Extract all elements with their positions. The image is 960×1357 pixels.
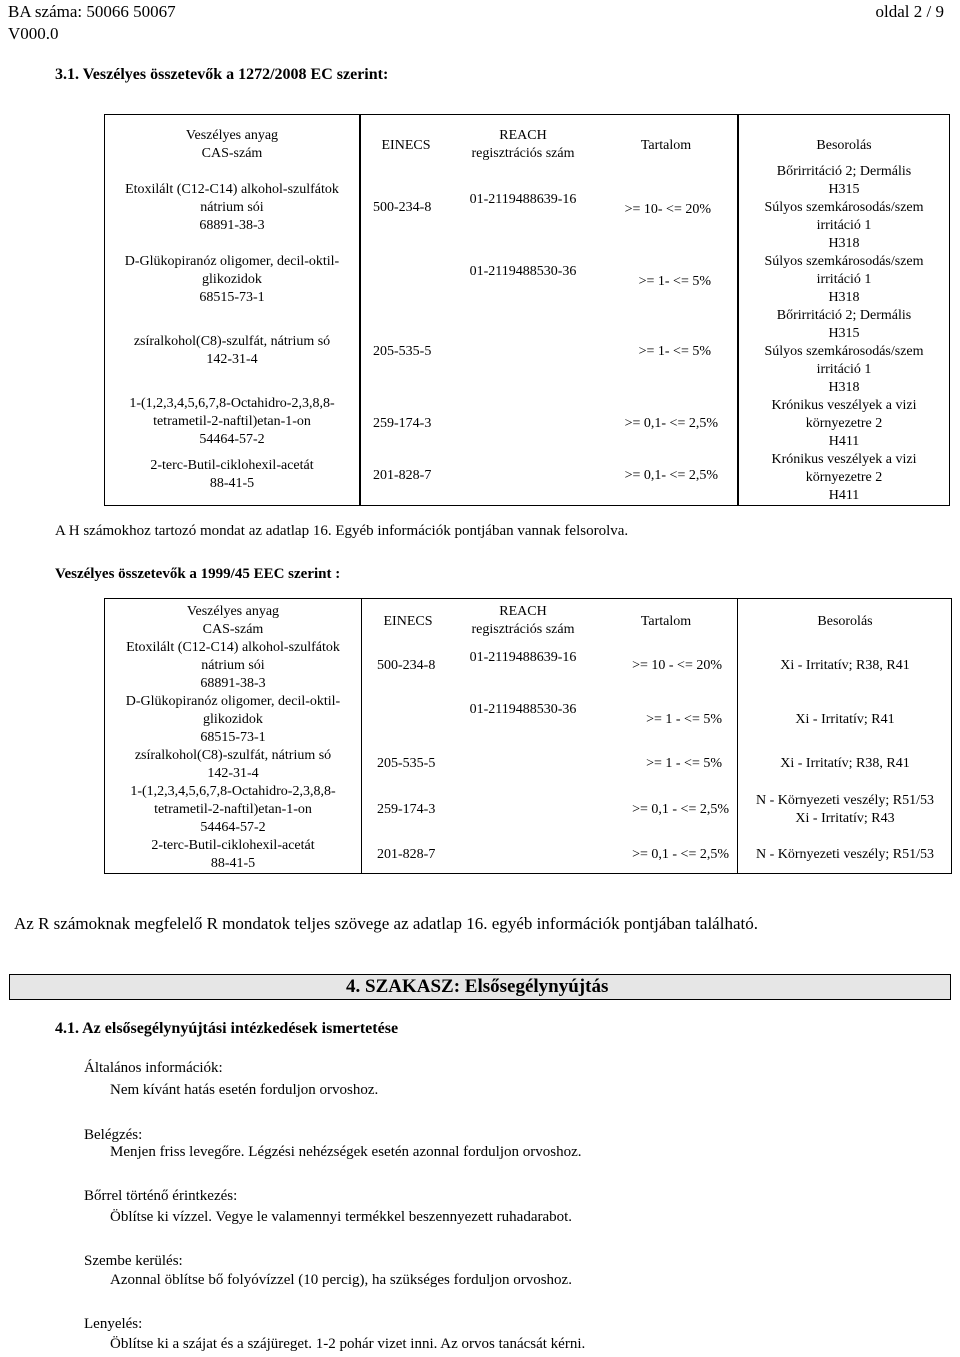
section-3-1-title: 3.1. Veszélyes összetevők a 1272/2008 EC szerint: [55, 66, 389, 83]
first-aid-heading: Lenyelés: [84, 1316, 143, 1332]
version: V000.0 [8, 24, 59, 43]
chem-line: 1-(1,2,3,4,5,6,7,8-Octahidro-2,3,8,8- [129, 396, 335, 411]
chem-line: Etoxilált (C12-C14) alkohol-szulfátok [125, 182, 339, 197]
einecs-value: 205-535-5 [373, 344, 432, 359]
chem-line: zsíralkohol(C8)-szulfát, nátrium só [134, 748, 332, 763]
chem-line: 2-terc-Butil-ciklohexil-acetát [150, 458, 314, 473]
chem-cas: 54464-57-2 [199, 432, 265, 447]
col-header-content: Tartalom [640, 614, 692, 629]
col-header-reach: REACH [499, 128, 547, 143]
einecs-value: 259-174-3 [377, 802, 436, 817]
classification-value: N - Környezeti veszély; R51/53 [755, 847, 935, 862]
content-value: >= 1- <= 5% [638, 344, 711, 359]
einecs-value: 500-234-8 [373, 200, 432, 215]
einecs-value: 259-174-3 [373, 416, 432, 431]
class-line: Súlyos szemkárosodás/szem [764, 254, 924, 269]
chem-line: glikozidok [203, 712, 263, 727]
col-header-classification: Besorolás [816, 138, 872, 153]
class-line: Súlyos szemkárosodás/szem [764, 200, 924, 215]
eec-table [104, 598, 952, 874]
content-value: >= 0,1 - <= 2,5% [632, 802, 729, 817]
left-header-cas: CAS-szám [201, 146, 263, 161]
chem-cas: 54464-57-2 [200, 820, 266, 835]
eec-substance-column [105, 599, 361, 875]
content-value: >= 0,1 - <= 2,5% [632, 847, 729, 862]
content-value: >= 10 - <= 20% [632, 658, 722, 673]
class-line: H318 [828, 290, 860, 305]
einecs-value: 500-234-8 [377, 658, 436, 673]
einecs-value: 201-828-7 [377, 847, 436, 862]
section-4-banner [9, 974, 951, 1000]
einecs-value: 201-828-7 [373, 468, 432, 483]
class-line: környezetre 2 [805, 470, 883, 485]
col-header-reach-sub: regisztrációs szám [471, 622, 575, 637]
first-aid-heading: Belégzés: [84, 1127, 143, 1143]
content-value: >= 0,1- <= 2,5% [624, 468, 718, 483]
classification-value: Xi - Irritatív; R38, R41 [780, 756, 910, 771]
class-line: H318 [828, 236, 860, 251]
col-header-reach: REACH [499, 604, 547, 619]
eec-divider-right [737, 599, 738, 873]
content-value: >= 1 - <= 5% [646, 712, 722, 727]
col-header-reach-sub: regisztrációs szám [471, 146, 575, 161]
col-header-content: Tartalom [640, 138, 692, 153]
reach-value: 01-2119488639-16 [469, 192, 577, 207]
chem-line: Etoxilált (C12-C14) alkohol-szulfátok [126, 640, 340, 655]
section-4-1-title: 4.1. Az elsősegélynyújtási intézkedések ismertetése [55, 1020, 399, 1037]
einecs-value: 205-535-5 [377, 756, 436, 771]
classification-value: Xi - Irritatív; R43 [795, 811, 895, 826]
chem-cas: 142-31-4 [207, 766, 259, 781]
chem-cas: 68891-38-3 [199, 218, 265, 233]
first-aid-heading: Szembe kerülés: [84, 1253, 183, 1269]
first-aid-text: Öblítse ki a szájat és a szájüreget. 1-2 pohár vizet inni. Az orvos tanácsát kérni. [110, 1336, 586, 1352]
chem-line: zsíralkohol(C8)-szulfát, nátrium só [133, 334, 331, 349]
first-aid-text: Nem kívánt hatás esetén forduljon orvoshoz. [110, 1082, 379, 1098]
first-aid-text: Azonnal öblítse bő folyóvízzel (10 percig), ha szükséges forduljon orvoshoz. [110, 1272, 572, 1288]
class-line: H315 [828, 182, 860, 197]
h-statements-note: A H számokhoz tartozó mondat az adatlap 16. Egyéb információk pontjában vannak felsorolva. [55, 523, 629, 539]
content-value: >= 0,1- <= 2,5% [624, 416, 718, 431]
classification-column [738, 114, 950, 506]
class-line: Krónikus veszélyek a vizi [771, 452, 917, 467]
class-line: irritáció 1 [816, 218, 872, 233]
first-aid-text: Menjen friss levegőre. Légzési nehézségek esetén azonnal forduljon orvoshoz. [110, 1144, 582, 1160]
content-value: >= 1- <= 5% [638, 274, 711, 289]
chem-line: 2-terc-Butil-ciklohexil-acetát [151, 838, 315, 853]
col-header-einecs: EINECS [381, 138, 431, 153]
reach-value: 01-2119488530-36 [469, 264, 577, 279]
chem-line: D-Glükopiranóz oligomer, decil-oktil- [125, 694, 341, 709]
class-line: környezetre 2 [805, 416, 883, 431]
chem-cas: 88-41-5 [210, 856, 256, 871]
hazardous-substance-column [104, 114, 360, 506]
page-number: oldal 2 / 9 [875, 2, 944, 21]
class-line: H318 [828, 380, 860, 395]
chem-cas: 142-31-4 [206, 352, 258, 367]
left-header-substance: Veszélyes anyag [185, 128, 279, 143]
first-aid-heading: Bőrrel történő érintkezés: [84, 1188, 238, 1204]
section-4-title: 4. SZAKASZ: Elsősegélynyújtás [346, 976, 609, 997]
first-aid-heading: Általános információk: [84, 1060, 223, 1076]
classification-value: Xi - Irritatív; R38, R41 [780, 658, 910, 673]
chem-line: glikozidok [202, 272, 262, 287]
col-header-classification: Besorolás [817, 614, 873, 629]
class-line: Bőrirritáció 2; Dermális [776, 308, 912, 323]
class-line: Krónikus veszélyek a vizi [771, 398, 917, 413]
chem-cas: 88-41-5 [209, 476, 255, 491]
class-line: Súlyos szemkárosodás/szem [764, 344, 924, 359]
eec-divider-left [361, 599, 362, 873]
chem-cas: 68891-38-3 [200, 676, 266, 691]
eec-section-title: Veszélyes összetevők a 1999/45 EEC szerint : [55, 566, 341, 582]
left-header-cas: CAS-szám [202, 622, 264, 637]
class-line: Bőrirritáció 2; Dermális [776, 164, 912, 179]
chem-line: tetrametil-2-naftil)etan-1-on [153, 414, 311, 429]
reach-value: 01-2119488530-36 [469, 702, 577, 717]
classification-value: Xi - Irritatív; R41 [795, 712, 895, 727]
col-header-einecs: EINECS [383, 614, 433, 629]
section31-data-columns [360, 114, 738, 506]
chem-cas: 68515-73-1 [199, 290, 265, 305]
class-line: H411 [828, 434, 860, 449]
left-header-substance: Veszélyes anyag [186, 604, 280, 619]
class-line: irritáció 1 [816, 272, 872, 287]
chem-line: 1-(1,2,3,4,5,6,7,8-Octahidro-2,3,8,8- [130, 784, 336, 799]
chem-cas: 68515-73-1 [200, 730, 266, 745]
chem-line: D-Glükopiranóz oligomer, decil-oktil- [124, 254, 340, 269]
first-aid-text: Öblítse ki vízzel. Vegye le valamennyi termékkel beszennyezett ruhadarabot. [110, 1209, 573, 1225]
chem-line: tetrametil-2-naftil)etan-1-on [154, 802, 312, 817]
classification-value: N - Környezeti veszély; R51/53 [755, 793, 935, 808]
class-line: irritáció 1 [816, 362, 872, 377]
class-line: H315 [828, 326, 860, 341]
r-statements-note: Az R számoknak megfelelő R mondatok teljes szövege az adatlap 16. egyéb információk pontjában található. [14, 914, 758, 933]
reach-value: 01-2119488639-16 [469, 650, 577, 665]
content-value: >= 1 - <= 5% [646, 756, 722, 771]
chem-line: nátrium sói [201, 658, 265, 673]
sds-number: BA száma: 50066 50067 [8, 2, 176, 21]
class-line: H411 [828, 488, 860, 503]
chem-line: nátrium sói [200, 200, 264, 215]
content-value: >= 10- <= 20% [624, 202, 711, 217]
